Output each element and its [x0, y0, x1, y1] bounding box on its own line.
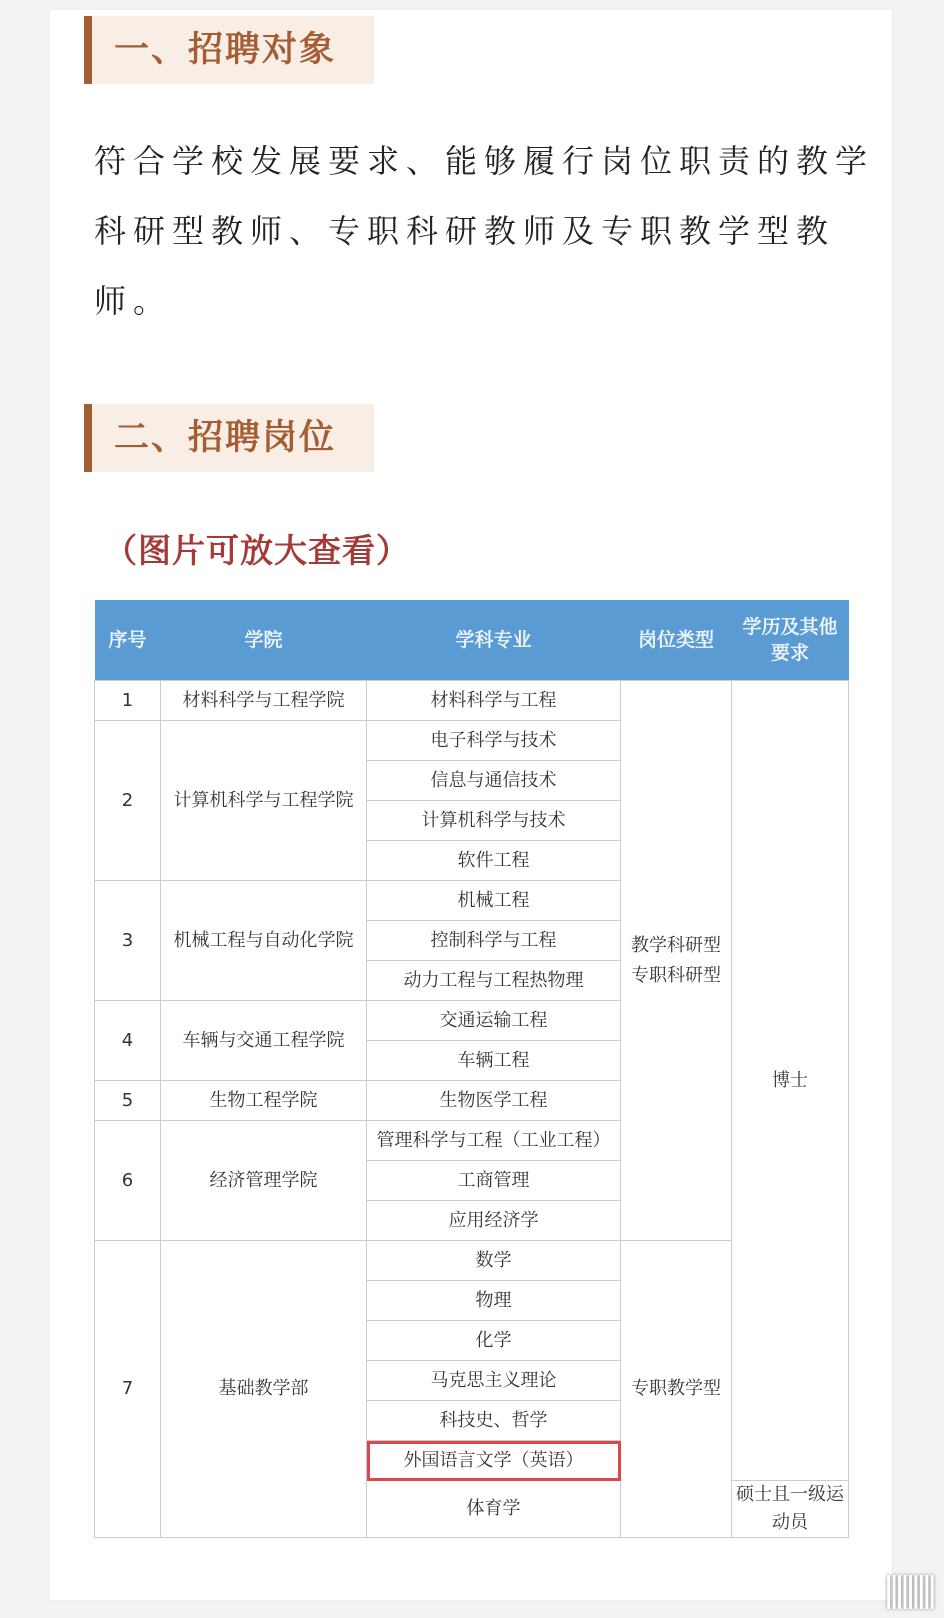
- college-cell: 基础教学部: [161, 1241, 367, 1538]
- major-cell: 材料科学与工程: [367, 681, 621, 721]
- major-cell: 应用经济学: [367, 1201, 621, 1241]
- intro-paragraph: 符合学校发展要求、能够履行岗位职责的教学科研型教师、专职科研教师及专职教学型教师。: [94, 142, 875, 320]
- major-cell: 生物医学工程: [367, 1081, 621, 1121]
- college-cell: 经济管理学院: [161, 1121, 367, 1241]
- major-cell: 科技史、哲学: [367, 1401, 621, 1441]
- section-header-recruitment-target: 一、招聘对象: [84, 16, 374, 84]
- college-cell: 材料科学与工程学院: [161, 681, 367, 721]
- college-cell: 生物工程学院: [161, 1081, 367, 1121]
- major-cell: 数学: [367, 1241, 621, 1281]
- header-no: 序号: [95, 600, 161, 681]
- row-number: 5: [95, 1081, 161, 1121]
- major-cell: 管理科学与工程（工业工程）: [367, 1121, 621, 1161]
- watermark-bars: |||||||||: [882, 1570, 932, 1610]
- major-cell: 交通运输工程: [367, 1001, 621, 1041]
- row-number: 4: [95, 1001, 161, 1081]
- section-header-recruitment-positions: 二、招聘岗位: [84, 404, 374, 472]
- major-cell: 车辆工程: [367, 1041, 621, 1081]
- table-header-row: [95, 600, 849, 681]
- row-number: 6: [95, 1121, 161, 1241]
- header-major: 学科专业: [367, 600, 621, 681]
- requirement-cell: 博士: [732, 681, 849, 1481]
- row-number: 1: [95, 681, 161, 721]
- major-cell: 电子科学与技术: [367, 721, 621, 761]
- major-cell: 机械工程: [367, 881, 621, 921]
- major-cell: 工商管理: [367, 1161, 621, 1201]
- major-cell-highlighted: 外国语言文学（英语）: [367, 1441, 621, 1481]
- header-requirements: 学历及其他要求: [732, 600, 849, 681]
- header-post-type: 岗位类型: [621, 600, 732, 681]
- major-cell: 控制科学与工程: [367, 921, 621, 961]
- row-number: 7: [95, 1241, 161, 1538]
- college-cell: 车辆与交通工程学院: [161, 1001, 367, 1081]
- zoom-note: （图片可放大查看）: [104, 531, 410, 570]
- major-cell: 计算机科学与技术: [367, 801, 621, 841]
- college-cell: 机械工程与自动化学院: [161, 881, 367, 1001]
- post-type-cell: 教学科研型 专职科研型: [621, 681, 732, 1241]
- major-cell: 化学: [367, 1321, 621, 1361]
- positions-table: [94, 600, 849, 1538]
- row-number: 3: [95, 881, 161, 1001]
- major-cell: 体育学: [367, 1481, 621, 1538]
- major-cell: 信息与通信技术: [367, 761, 621, 801]
- table-body: [95, 681, 849, 1538]
- post-type-cell: 专职教学型: [621, 1241, 732, 1538]
- header-college: 学院: [161, 600, 367, 681]
- college-cell: 计算机科学与工程学院: [161, 721, 367, 881]
- row-number: 2: [95, 721, 161, 881]
- table-row: [95, 681, 849, 721]
- major-cell: 软件工程: [367, 841, 621, 881]
- major-cell: 物理: [367, 1281, 621, 1321]
- major-cell: 动力工程与工程热物理: [367, 961, 621, 1001]
- requirement-cell-last: 硕士且一级运动员: [732, 1481, 849, 1538]
- major-cell: 马克思主义理论: [367, 1361, 621, 1401]
